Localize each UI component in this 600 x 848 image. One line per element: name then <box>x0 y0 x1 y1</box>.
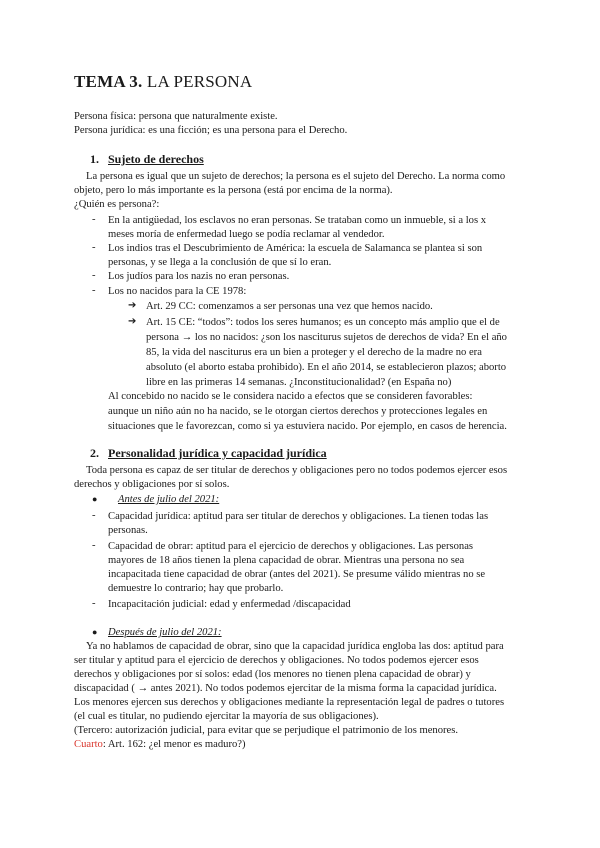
dash-bullet: - <box>92 270 96 281</box>
round-bullet-icon: ● <box>92 627 98 637</box>
dash-bullet: - <box>92 540 96 551</box>
s2-item: demuestre lo contrario; hay que probarlo. <box>108 583 284 594</box>
intro-line-1: Persona física: persona que naturalmente existe. <box>74 111 278 122</box>
s1-sub-item: absoluto (el aborto estaba prohibido). En el año 2014, se establecieron plazos; aborto <box>146 362 507 373</box>
s1-sub-item: libre en las primeras 14 semanas. ¿Inconstitucionalidad? (en España no) <box>146 377 452 388</box>
dash-bullet: - <box>92 510 96 521</box>
dash-bullet: - <box>92 285 96 296</box>
s2-item: personas. <box>108 525 148 536</box>
s2-after-line: (el cual es titular, no pudiendo ejercitar la mayoría de sus obligaciones). <box>74 711 379 722</box>
s2-after-line: discapacidad ( → antes 2021). No todos podemos ejercitar de la misma forma la capacidad jurídica. <box>74 683 497 694</box>
s1-item: personas, y se llega a la conclusión de que sí lo eran. <box>108 257 332 268</box>
s1-paragraph-2: objeto, pero lo más importante es la persona (está por encima de la norma). <box>74 185 393 196</box>
s2-after-line: (Tercero: autorización judicial, para evitar que se perjudique el patrimonio de los menores. <box>74 725 459 736</box>
cuarto-line <box>74 738 246 751</box>
s1-item: Los no nacidos para la CE 1978: <box>108 286 247 297</box>
s2-item: Capacidad jurídica: aptitud para ser titular de derechos y obligaciones. La tienen todas las <box>108 511 489 522</box>
s1-tail: Al concebido no nacido se le considera nacido a efectos que se consideren favorables: <box>108 391 473 402</box>
s2-after-line: Los menores ejercen sus derechos y obligaciones mediante la representación legal de padres o tutores <box>74 697 505 708</box>
cuarto-label: Cuarto <box>74 739 103 750</box>
section-1-heading: Sujeto de derechos <box>108 152 204 166</box>
s2-after-line: ser titular y aptitud para el ejercicio de derechos y obligaciones. No todos podemos ejercer esos <box>74 655 479 666</box>
s2-item: Capacidad de obrar: aptitud para el ejercicio de derechos y obligaciones. Las personas <box>108 541 474 552</box>
s2-paragraph-1: Toda persona es capaz de ser titular de derechos y obligaciones pero no todos podemos ejercer esos <box>86 465 508 476</box>
s2-after-line: Ya no hablamos de capacidad de obrar, sino que la capacidad jurídica engloba las dos: aptitud para <box>86 641 504 652</box>
dash-bullet: - <box>92 598 96 609</box>
s1-sub-item: Art. 15 CE: “todos”: todos los seres humanos; es un concepto más amplio que el de <box>146 317 500 328</box>
s1-sub-item: 85, la vida del nasciturus era un bien a proteger y el derecho de la madre no era <box>146 347 482 358</box>
section-1-number: 1. <box>90 152 99 166</box>
s1-item: meses moría de enfermedad luego se podía reclamar al vendedor. <box>108 229 385 240</box>
s2-after-line: derechos y obligaciones por sí solos: edad (los menores no tienen plena capacidad de obrar) y <box>74 669 471 680</box>
section-2-heading: Personalidad jurídica y capacidad jurídica <box>108 446 327 460</box>
s2-item: incapacitada tiene capacidad de obrar (antes del 2021). Se presume válido mientras no se <box>108 569 486 580</box>
s2-item: mayores de 18 años tienen la plena capacidad de obrar. Mientras una persona no sea <box>108 555 465 566</box>
round-bullet-icon: ● <box>92 494 98 504</box>
dash-bullet: - <box>92 214 96 225</box>
s1-sub-item: Art. 29 CC: comenzamos a ser personas una vez que hemos nacido. <box>146 301 433 312</box>
arrow-bullet-icon: ➔ <box>128 300 137 311</box>
page-title: TEMA 3. LA PERSONA <box>74 72 253 91</box>
s2-paragraph-2: derechos y obligaciones por sí solos. <box>74 479 230 490</box>
s2-item: Incapacitación judicial: edad y enfermedad /discapacidad <box>108 599 351 610</box>
dash-bullet: - <box>92 242 96 253</box>
intro-line-2: Persona jurídica: es una ficción; es una persona para el Derecho. <box>74 125 348 136</box>
s1-tail: situaciones que le favorezcan, como si ya estuviera nacido. Por ejemplo, en casos de herencia. <box>108 421 507 432</box>
s1-sub-item: persona → los no nacidos: ¿son los nasciturus sujetos de derechos de vida? En el año <box>146 332 507 343</box>
s1-question: ¿Quién es persona?: <box>74 199 160 210</box>
s1-paragraph-1: La persona es igual que un sujeto de derechos; la persona es el sujeto del Derecho. La norma como <box>86 171 506 182</box>
after-2021-heading: Después de julio del 2021: <box>108 627 222 638</box>
arrow-bullet-icon: ➔ <box>128 316 137 327</box>
s1-item: Los indios tras el Descubrimiento de América: la escuela de Salamanca se plantea si son <box>108 243 483 254</box>
before-2021-heading: Antes de julio del 2021: <box>118 494 220 505</box>
s1-tail: aunque un niño aún no ha nacido, se le otorgan ciertos derechos y protecciones legales en <box>108 406 488 417</box>
s1-item: Los judíos para los nazis no eran personas. <box>108 271 290 282</box>
section-2-number: 2. <box>90 446 99 460</box>
cuarto-text: : Art. 162: ¿el menor es maduro?) <box>102 739 246 750</box>
s1-item: En la antigüedad, los esclavos no eran personas. Se trataban como un inmueble, si a los x <box>108 215 487 226</box>
